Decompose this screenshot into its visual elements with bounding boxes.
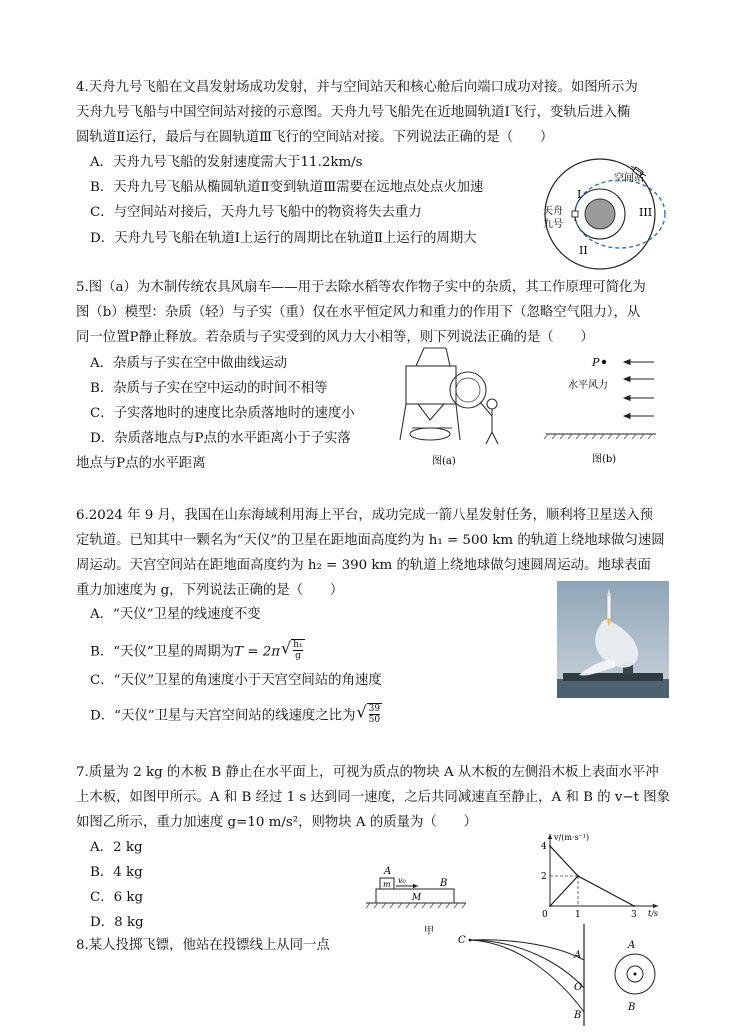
y-tick-label: 4 [541, 842, 547, 852]
q6-stem-line: 重力加速度为 g，下列说法正确的是（ ） [76, 583, 344, 598]
q5-option-d-continued: 地点与P点的水平距离 [76, 456, 206, 471]
q6-option-a: A．“天仪”卫星的线速度不变 [90, 607, 261, 622]
q7-option-c: C．6 kg [90, 890, 144, 905]
board-b-label: B [440, 878, 448, 889]
figure-b-caption: 图(b) [592, 454, 617, 465]
vt-graph [530, 828, 670, 918]
figure-a-caption: 图(a) [432, 456, 456, 467]
q6-stem-line: 周运动。天宫空间站在距地面高度约为 h₂ = 390 km 的轨道上绕地球做匀速圆周运动。地球表面 [76, 558, 651, 573]
x-tick-label: 0 [542, 910, 548, 918]
q6-stem-line: 6.2024 年 9 月，我国在山东海域利用海上平台，成功完成一箭八星发射任务，顺利将卫星送入预 [76, 508, 653, 523]
ground-hatch [366, 903, 466, 908]
y-axis-label: v/(m·s⁻¹) [554, 833, 590, 842]
q7-stem-line: 7.质量为 2 kg 的木板 B 静止在水平面上，可视为质点的物块 A 从木板的左侧沿木板上表面水平冲 [76, 765, 659, 780]
q5-stem-line: 5.图（a）为木制传统农具风扇车——用于去除水稻等农作物子实中的杂质，其工作原理可简化为 [76, 280, 646, 295]
ship-icon [572, 211, 578, 221]
q7-option-a: A．2 kg [90, 840, 143, 855]
q8-stem-line: 8.某人投掷飞镖，他站在投镖线上从同一点 [76, 938, 330, 953]
q6-option-c: C．“天仪”卫星的角速度小于天宫空间站的角速度 [90, 673, 382, 688]
q4-option-d: D．天舟九号飞船在轨道Ⅰ上运行的周期比在轨道Ⅱ上运行的周期大 [90, 231, 477, 246]
orbit-diagram [536, 156, 666, 274]
q5-stem-line: 同一位置P静止释放。若杂质与子实受到的风力大小相等，则下列说法正确的是（ ） [76, 330, 594, 345]
target-b-label: B [628, 1002, 636, 1013]
point-p [602, 360, 606, 364]
sqrt-expression: √ $\frac{39}{50}$ [356, 702, 381, 725]
x-axis-arrow [653, 904, 658, 908]
target-a-label: A [628, 940, 636, 951]
fraction-numerator: h₁ [293, 640, 303, 650]
q6-option-d-text: D．“天仪”卫星与天宫空间站的线速度之比为 [90, 708, 356, 724]
q4-stem-line: 圆轨道Ⅱ运行，最后与在圆轨道Ⅲ飞行的空间站对接。下列说法正确的是（ ） [76, 130, 554, 145]
trajectory-a [470, 940, 584, 960]
v0-label: v₀ [398, 876, 406, 885]
series-line-1 [550, 876, 578, 906]
trajectory-o [470, 940, 584, 988]
ship-label: 九号 [543, 219, 563, 230]
orbit-1-label: I [577, 188, 582, 201]
q4-option-b: B．天舟九号飞船从椭圆轨道Ⅱ变到轨道Ⅲ需要在远地点处点火加速 [90, 180, 484, 195]
q4-option-c: C．与空间站对接后，天舟九号飞船中的物资将失去重力 [90, 205, 422, 220]
q7-option-d: D．8 kg [90, 915, 144, 930]
wind-label: 水平风力 [568, 380, 608, 391]
winnowing-machine-figure [388, 344, 508, 468]
x-tick-label: 1 [575, 910, 581, 918]
q7-option-b: B．4 kg [90, 865, 143, 880]
data-point [633, 905, 635, 907]
target-center [634, 973, 637, 976]
data-point [549, 905, 551, 907]
fraction-denominator: g [295, 651, 301, 661]
y-tick-label: 2 [541, 872, 547, 882]
fraction-denominator: 50 [368, 715, 381, 725]
q6-option-b-text: B．“天仪”卫星的周期为 [90, 644, 235, 660]
y-axis-arrow [548, 834, 552, 839]
wind-arrows [624, 360, 654, 419]
q6-option-b [90, 638, 305, 663]
ship-label: 天舟 [543, 206, 563, 217]
mass-M-label: M [412, 893, 422, 903]
fraction-numerator: 39 [368, 704, 381, 714]
q5-option-c: C．子实落地时的速度比杂质落地时的速度小 [90, 406, 355, 421]
figure-jia-caption: 甲 [424, 926, 434, 937]
vt-axes [541, 833, 658, 918]
point-p-label: P [592, 356, 600, 369]
q7-stem-line: 上木板，如图甲所示。A 和 B 经过 1 s 达到同一速度，之后共同减速直至静止，A 和 B 的 v−t 图象 [76, 790, 671, 805]
earth [585, 199, 615, 229]
point-a-label: A [574, 950, 582, 961]
q5-option-b: B．杂质与子实在空中运动的时间不相等 [90, 381, 328, 396]
q5-stem-line: 图（b）模型：杂质（轻）与子实（重）仅在水平恒定风力和重力的作用下（忽略空气阻力），从 [76, 305, 641, 320]
q6-stem-line: 定轨道。已知其中一颗名为“天仪”的卫星在距地面高度约为 h₁ = 500 km 的轨道上绕地球做匀速圆 [76, 533, 665, 548]
q4-option-a: A．天舟九号飞船的发射速度需大于11.2km/s [90, 155, 363, 170]
q6-option-b-formula: T = 2π [234, 644, 281, 660]
q4-stem-line: 4.天舟九号飞船在文昌发射场成功发射，并与空间站天和核心舱后向端口成功对接。如图所示为 [76, 80, 638, 95]
data-point [577, 875, 579, 877]
mass-m-label: m [383, 880, 391, 889]
q5-option-a: A．杂质与子实在空中做曲线运动 [90, 356, 288, 371]
x-tick-label: 3 [631, 910, 637, 918]
dart-trajectory-figure [450, 918, 670, 1028]
q6-option-d [90, 702, 382, 727]
station-label: 空间站 [614, 173, 644, 184]
data-point [549, 845, 551, 847]
ground-hatch [544, 434, 652, 439]
rocket-launch-photo [557, 581, 669, 698]
orbit-2-label: II [579, 244, 588, 257]
x-axis-label: t/s [648, 909, 659, 918]
point-o-label: O [574, 982, 583, 993]
q5-option-d: D．杂质落地点与P点的水平距离小于子实落 [90, 431, 351, 446]
point-c-label: C [458, 935, 466, 946]
sqrt-expression: √ $\frac{\text{h₁}}{g}$ [281, 638, 303, 661]
q4-stem-line: 天舟九号飞船与中国空间站对接的示意图。天舟九号飞船先在近地圆轨道Ⅰ飞行，变轨后进入椭 [76, 105, 631, 120]
orbit-3-label: III [639, 206, 653, 219]
q7-stem-line: 如图乙所示，重力加速度 g=10 m/s²，则物块 A 的质量为（ ） [76, 815, 477, 830]
wind-model-figure [540, 348, 660, 468]
point-b-label: B [574, 1010, 582, 1021]
block-a-label: A [384, 866, 392, 877]
